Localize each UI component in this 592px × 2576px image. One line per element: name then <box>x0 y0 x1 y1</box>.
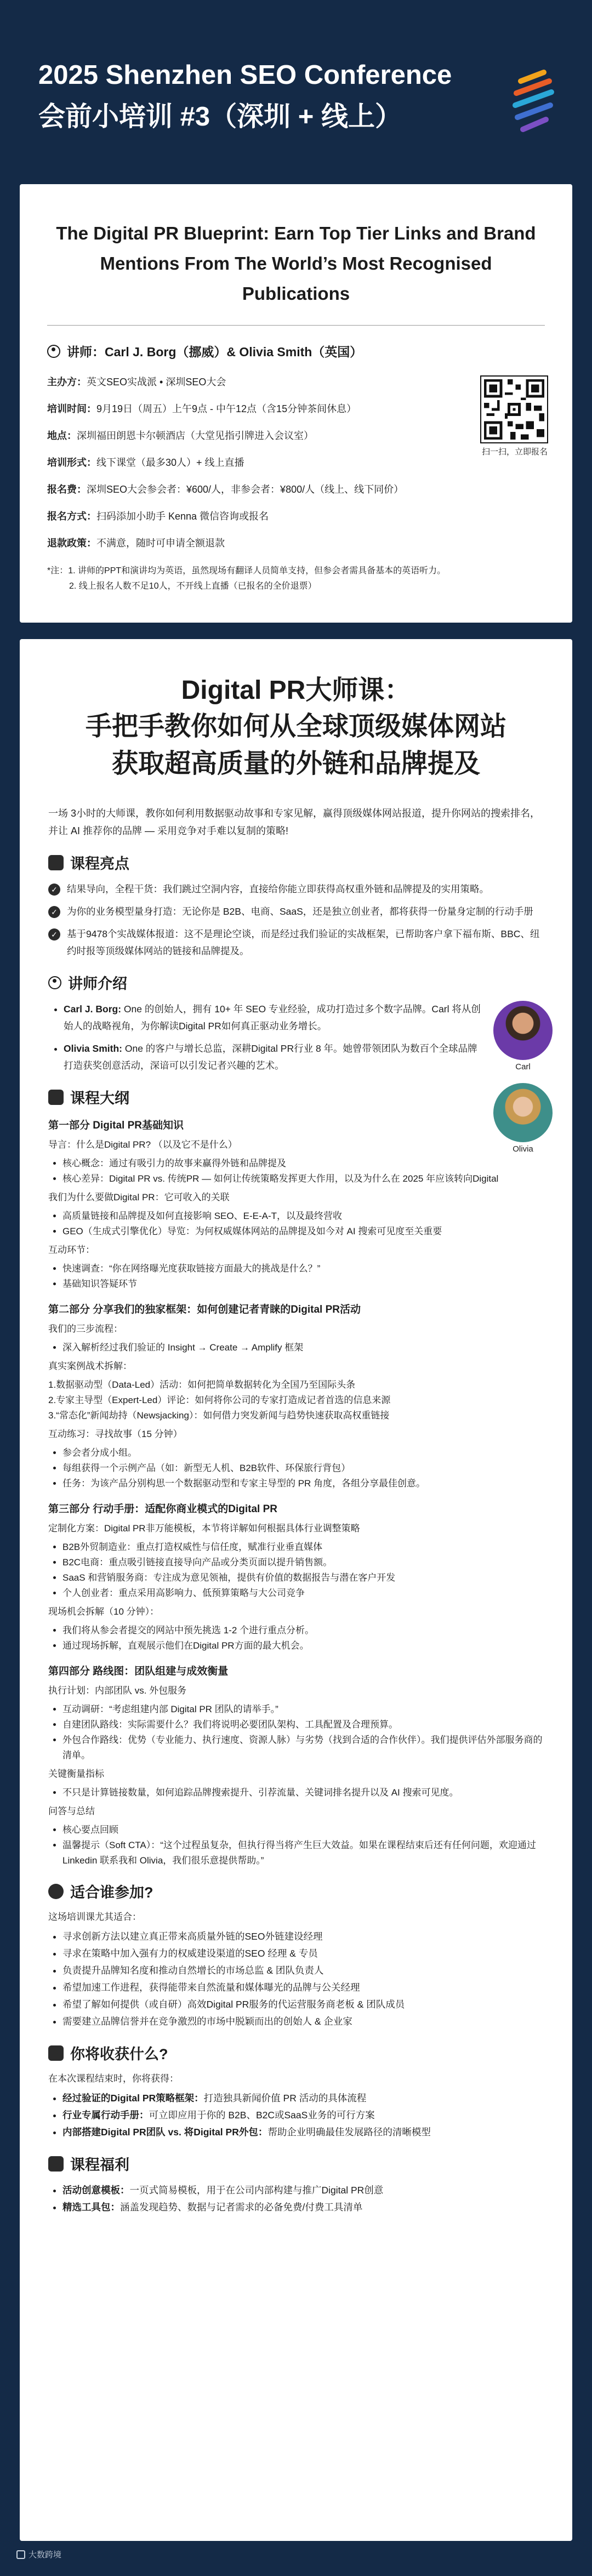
list-item: • 需要建立品牌信誉并在竞争激烈的市场中脱颖而出的创始人 & 企业家 <box>62 2013 544 2030</box>
item-text: 帮助企业明确最佳发展路径的清晰模型 <box>267 2127 431 2138</box>
gain-heading <box>48 2042 544 2064</box>
heading-text: 课程亮点 <box>70 856 129 872</box>
heading-text: 课程大纲 <box>70 1090 129 1107</box>
item-bold: 活动创意模板： <box>62 2185 130 2196</box>
item-bold: 内部搭建Digital PR团队 vs. 将Digital PR外包： <box>62 2127 268 2138</box>
list-item: • 个人创业者：重点采用高影响力、低预算策略与大公司竞争 <box>62 1586 544 1601</box>
info-label: 报名方式： <box>47 511 96 522</box>
list-item: • 高质量链接和品牌提及如何直接影响 SEO、E-E-A-T，以及最终营收 <box>62 1209 544 1224</box>
info-organizer <box>47 375 464 389</box>
info-label: 主办方： <box>47 377 87 387</box>
info-signup <box>47 510 464 523</box>
list-item: • 外包合作路线：优势（专业能力、执行速度、资源人脉）与劣势（找到合适的合作伙伴）。我们提供评估外部服务商的清单。 <box>62 1732 544 1763</box>
info-label: 地点： <box>47 430 77 441</box>
item-text: 涵盖发现趋势、数据与记者需求的必备免费/付费工具清单 <box>120 2202 363 2213</box>
list-item: • SaaS 和营销服务商：专注成为意见领袖，提供有价值的数据报告与潜在客户开发 <box>62 1570 544 1586</box>
item-bold: 经过验证的Digital PR策略框架： <box>62 2093 204 2104</box>
gift-icon <box>48 2045 64 2061</box>
list-item <box>62 2182 544 2199</box>
list-item: • 核心差异：Digital PR vs. 传统PR — 如何让传统策略发挥更大作用，以及为什么在 2025 年应该转向Digital <box>62 1171 544 1187</box>
item-text: 打造独具新闻价值 PR 活动的具体流程 <box>203 2093 367 2104</box>
highlights-list <box>48 881 544 960</box>
outline-text: 我们的三步流程： <box>48 1324 123 1334</box>
event-info-card <box>20 184 572 623</box>
heading-text: 讲师介绍 <box>68 976 127 992</box>
list-item <box>48 926 544 960</box>
list-icon <box>48 1090 64 1105</box>
speakers-line <box>47 342 545 360</box>
speaker-olivia <box>64 1040 486 1074</box>
outline-text: 互动环节： <box>48 1245 95 1255</box>
highlights-heading <box>48 852 544 873</box>
item-text: 基于9478个实战媒体报道：这不是理论空谈，而是经过我们验证的实战框架，已帮助客户拿下福布斯、BBC、纽约时报等顶级媒体网站的链接和品牌提及。 <box>67 928 540 956</box>
list-item: • 任务：为该产品分别构思一个数据驱动型和专家主导型的 PR 角度，各组分享最佳创意。 <box>62 1476 544 1491</box>
outline-list <box>48 1785 544 1800</box>
course-detail-card <box>20 639 572 2541</box>
list-item: • 不只是计算链接数量，如何追踪品牌搜索提升、引荐流量、关键词排名提升以及 AI 搜索可见度。 <box>62 1785 544 1800</box>
outline-text: 我们为什么要做Digital PR：它可收入的关联 <box>48 1192 230 1202</box>
avatar-caption-carl: Carl <box>515 1062 531 1072</box>
outline-part-2: 第二部分 分享我们的独家框架：如何创建记者青睐的Digital PR活动 <box>48 1304 361 1315</box>
outline-part-4: 第四部分 路线图：团队组建与成效衡量 <box>48 1666 229 1677</box>
list-item: • 核心要点回顾 <box>62 1822 544 1838</box>
outline-text: 现场机会拆解（10 分钟）： <box>48 1606 160 1617</box>
item-text: 为你的业务模型量身打造：无论你是 B2B、电商、SaaS，还是独立创业者，都将获得一份量身定制的行动手册 <box>67 906 533 917</box>
list-item: • 深入解析经过我们验证的 Insight → Create → Amplify 框架 <box>62 1340 544 1355</box>
info-label: 退款政策： <box>47 538 96 549</box>
list-item: • 希望了解如何提供（或自研）高效Digital PR服务的代运营服务商老板 & 团队成员 <box>62 1996 544 2013</box>
speaker-bio: One 的创始人，拥有 10+ 年 SEO 专业经验，成功打造过多个数字品牌。Carl 将从创始人的战略视角，为你解读Digital PR如何真正驱动业务增长。 <box>64 1004 481 1031</box>
outline-text: 互动练习：寻找故事（15 分钟） <box>48 1429 183 1439</box>
fit-list <box>48 1928 544 2030</box>
info-label: 报名费： <box>47 484 87 495</box>
book-icon <box>48 855 64 870</box>
gain-list <box>48 2090 544 2141</box>
fit-heading <box>48 1880 544 1902</box>
brand-name: 大数跨境 <box>29 2550 62 2560</box>
info-value: 深圳福田朗恩卡尔顿酒店（大堂见指引牌进入会议室） <box>77 430 314 441</box>
info-value: 深圳SEO大会参会者：¥600/人，非参会者：¥800/人（线上、线下同价） <box>87 484 404 495</box>
info-block <box>47 375 548 550</box>
divider <box>47 325 545 326</box>
course-intro: 一场 3小时的大师课，教你如何利用数据驱动故事和专家见解，赢得顶级媒体网站报道，提升你网站的搜索排名，并让 AI 推荐你的品牌 — 采用竞争对手难以复制的策略! <box>48 808 540 836</box>
list-item: • 自建团队路线：实际需要什么？我们将说明必要团队架构、工具配置及合理预算。 <box>62 1717 544 1732</box>
info-format <box>47 456 464 469</box>
outline-list <box>48 1156 544 1187</box>
speaker-name: Carl J. Borg: <box>64 1004 122 1015</box>
heading-text: 你将收获什么? <box>70 2046 168 2062</box>
info-fee <box>47 483 464 496</box>
course-title-line3: 获取超高质量的外链和品牌提及 <box>111 749 480 778</box>
outline-text: 真实案例战术拆解： <box>48 1361 132 1371</box>
qr-code[interactable] <box>480 375 548 443</box>
speakers-list <box>48 1001 486 1074</box>
list-item: • 温馨提示（Soft CTA）：“这个过程虽复杂，但执行得当将产生巨大效益。如果在课程结束后还有任何问题，欢迎通过 Linkedin 联系我和 Olivia，我们很乐意提供帮助。” <box>62 1838 544 1868</box>
info-value: 英文SEO实战派 • 深圳SEO大会 <box>87 377 226 387</box>
outline-text: 定制化方案：Digital PR非万能模板，本节将详解如何根据具体行业调整策略 <box>48 1523 360 1534</box>
course-title-en: The Digital PR Blueprint: Earn Top Tier Links and Brand Mentions From The World’s Most Recognised Publications <box>56 223 536 304</box>
info-value: 线下课堂（最多30人）+ 线上直播 <box>96 457 244 468</box>
outline-list <box>48 1702 544 1763</box>
info-value: 扫码添加小助手 Kenna 微信咨询或报名 <box>96 511 269 522</box>
brand-icon <box>16 2550 25 2559</box>
list-item: • 希望加速工作进程，获得能带来自然流量和媒体曝光的品牌与公关经理 <box>62 1979 544 1996</box>
outline-list <box>48 1540 544 1601</box>
outline-block <box>48 1118 544 1868</box>
page-subtitle: 会前小培训 #3（深圳 + 线上） <box>38 102 402 132</box>
outline-text: 执行计划：内部团队 vs. 外包服务 <box>48 1685 187 1696</box>
list-item: • B2B外贸制造业：重点打造权威性与信任度，赋准行业垂直媒体 <box>62 1540 544 1555</box>
fit-intro: 这场培训课尤其适合： <box>48 1912 141 1922</box>
item-text: 一页式简易模板，用于在公司内部构建与推广Digital PR创意 <box>129 2185 384 2196</box>
page-title: 2025 Shenzhen SEO Conference <box>38 60 452 90</box>
list-item: • 负责提升品牌知名度和推动自然增长的市场总监 & 团队负责人 <box>62 1962 544 1979</box>
list-item: • 每组获得一个示例产品（如：新型无人机、B2B软件、环保旅行背包） <box>62 1461 544 1476</box>
avatar-olivia <box>493 1083 553 1142</box>
outline-list <box>48 1340 544 1355</box>
outline-list <box>48 1623 544 1654</box>
conference-logo <box>510 66 557 137</box>
gain-intro: 在本次课程结束时，你将获得： <box>48 2073 179 2084</box>
list-item: • 快速调查：“你在网络曝光度获取链接方面最大的挑战是什么？” <box>62 1261 544 1276</box>
speaker-carl <box>64 1001 486 1035</box>
course-title-line1: Digital PR大师课： <box>181 676 411 705</box>
speaker-bio: One 的客户与增长总监，深耕Digital PR行业 8 年。她曾带领团队为数百个全球品牌打造获奖创意活动，深谙可以引发记者兴趣的艺术。 <box>64 1043 477 1071</box>
outline-list <box>48 1261 544 1292</box>
list-item: • GEO（生成式引擎优化）导览：为何权威媒体网站的品牌提及如今对 AI 搜索可见度至关重要 <box>62 1224 544 1239</box>
info-label: 培训形式： <box>47 457 96 468</box>
footer-watermark <box>16 2549 61 2560</box>
list-item <box>62 2090 544 2107</box>
user-icon <box>47 345 60 358</box>
list-item <box>48 881 544 898</box>
outline-text: 关键衡量指标 <box>48 1769 104 1779</box>
check-icon: ✓ <box>48 884 60 896</box>
speakers-heading <box>48 972 544 993</box>
outline-text: 2.专家主导型（Expert-Led）评论：如何将你公司的专家打造成记者首选的信息来源 <box>48 1395 391 1405</box>
notes <box>47 563 545 594</box>
avatar-caption-olivia: Olivia <box>513 1144 533 1154</box>
outline-part-1: 第一部分 Digital PR基础知识 <box>48 1120 184 1131</box>
info-refund <box>47 537 464 550</box>
list-item <box>48 903 544 920</box>
item-text: 可立即应用于你的 B2B、B2C或SaaS业务的可行方案 <box>149 2110 375 2121</box>
list-item: • 寻求创新方法以建立真正带来高质量外链的SEO外链建设经理 <box>62 1928 544 1945</box>
item-bold: 行业专属行动手册： <box>62 2110 149 2121</box>
outline-list <box>48 1822 544 1868</box>
list-item: • 基础知识答疑环节 <box>62 1276 544 1292</box>
list-item: • 我们将从参会者提交的网站中预先挑选 1-2 个进行重点分析。 <box>62 1623 544 1638</box>
outline-heading <box>48 1086 544 1108</box>
list-item: • 通过现场拆解，直观展示他们在Digital PR方面的最大机会。 <box>62 1638 544 1654</box>
outline-text: 1.数据驱动型（Data-Led）活动：如何把简单数据转化为全国乃至国际头条 <box>48 1380 356 1390</box>
speakers-text: 讲师：Carl J. Borg（挪威）& Olivia Smith（英国） <box>67 345 363 359</box>
item-text: 结果导向，全程干货：我们跳过空洞内容，直接给你能立即获得高权重外链和品牌提及的实用策略。 <box>67 884 489 894</box>
info-value: 9月19日（周五）上午9点 - 中午12点（含15分钟茶间休息） <box>96 403 357 414</box>
header <box>0 0 592 164</box>
avatar-carl <box>493 1001 553 1060</box>
list-item <box>62 2199 544 2216</box>
info-time <box>47 402 464 415</box>
list-item: • B2C电商：重点吸引链接直接导向产品或分类页面以提升销售额。 <box>62 1555 544 1570</box>
user-icon <box>48 976 61 989</box>
list-item: • 寻求在策略中加入强有力的权威建设渠道的SEO 经理 & 专员 <box>62 1945 544 1962</box>
info-label: 培训时间： <box>47 403 96 414</box>
list-item <box>62 2107 544 2124</box>
target-icon <box>48 1884 64 1899</box>
outline-list <box>48 1209 544 1239</box>
bonus-heading <box>48 2153 544 2174</box>
list-item: • 互动调研：“考虑组建内部 Digital PR 团队的请举手。” <box>62 1702 544 1717</box>
list-item: • 参会者分成小组。 <box>62 1445 544 1461</box>
list-item <box>62 2124 544 2141</box>
speaker-name: Olivia Smith: <box>64 1043 122 1054</box>
book-icon <box>48 2156 64 2172</box>
outline-text: 导言：什么是Digital PR? （以及它不是什么） <box>48 1139 237 1150</box>
check-icon: ✓ <box>48 928 60 941</box>
bonus-list <box>48 2182 544 2216</box>
check-icon: ✓ <box>48 906 60 918</box>
course-title-line2: 手把手教你如何从全球顶级媒体网站 <box>85 712 506 741</box>
note-2: 2. 线上报名人数不足10人，不开线上直播（已报名的全价退票） <box>69 582 317 591</box>
qr-caption: 扫一扫，立即报名 <box>481 447 548 457</box>
note-1: *注：1. 讲师的PPT和演讲均为英语，虽然现场有翻译人员简单支持，但参会者需具备基本的英语听力。 <box>47 566 446 575</box>
info-location <box>47 429 464 442</box>
outline-list <box>48 1445 544 1491</box>
heading-text: 适合谁参加? <box>70 1884 153 1901</box>
info-value: 不满意，随时可申请全额退款 <box>96 538 225 549</box>
list-item: • 核心概念：通过有吸引力的故事来赢得外链和品牌提及 <box>62 1156 544 1171</box>
item-bold: 精选工具包： <box>62 2202 120 2213</box>
outline-text: 3.“常态化”新闻劫持（Newsjacking）：如何借力突发新闻与趋势快速获取高权重链接 <box>48 1410 390 1421</box>
outline-part-3: 第三部分 行动手册：适配你商业模式的Digital PR <box>48 1503 278 1515</box>
heading-text: 课程福利 <box>70 2157 129 2173</box>
outline-text: 问答与总结 <box>48 1806 95 1816</box>
